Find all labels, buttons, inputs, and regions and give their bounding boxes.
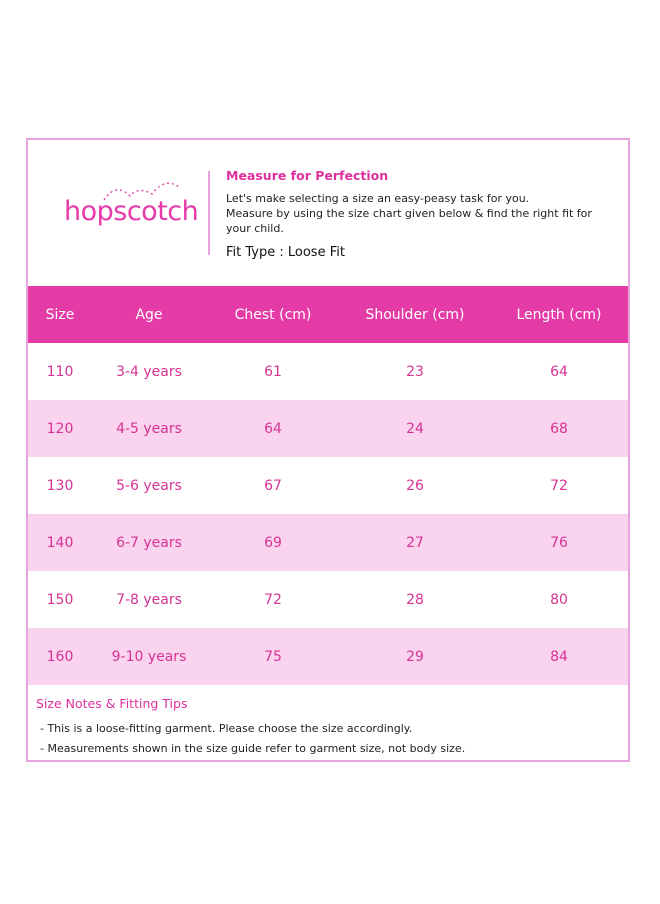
cell-length: 84 [490, 628, 628, 685]
intro-block [226, 168, 618, 260]
cell-chest: 67 [264, 477, 282, 494]
hopscotch-logo [64, 172, 214, 242]
brand-name: hopscotch [64, 196, 199, 227]
cell-length: 76 [490, 514, 628, 571]
cell-age: 9-10 years [92, 628, 206, 685]
cell-length: 72 [550, 477, 568, 494]
size-table [28, 286, 628, 685]
cell-age: 5-6 years [116, 477, 182, 494]
note-item: - Measurements shown in the size guide refer to garment size, not body size. [40, 742, 466, 755]
cell-age: 4-5 years [92, 400, 206, 457]
intro-title: Measure for Perfection [226, 168, 389, 183]
cell-size: 130 [46, 477, 74, 494]
table-row [28, 514, 628, 571]
cell-age: 3-4 years [116, 363, 182, 380]
note-item: - This is a loose-fitting garment. Please choose the size accordingly. [40, 722, 413, 735]
cell-age: 6-7 years [92, 514, 206, 571]
header-divider [208, 171, 210, 255]
column-header-shoulder: Shoulder (cm) [340, 286, 490, 343]
table-row [28, 571, 628, 628]
table-header-row [28, 286, 628, 343]
cell-shoulder: 28 [406, 591, 424, 608]
fit-type: Fit Type : Loose Fit [226, 245, 345, 260]
intro-line-2: Measure by using the size chart given below & find the right fit for your child. [226, 207, 592, 235]
cell-chest: 72 [264, 591, 282, 608]
notes-title: Size Notes & Fitting Tips [36, 696, 188, 711]
cell-shoulder: 26 [406, 477, 424, 494]
cell-shoulder: 23 [406, 363, 424, 380]
table-row [28, 457, 628, 514]
cell-size: 160 [28, 628, 92, 685]
cell-shoulder: 27 [340, 514, 490, 571]
cell-size: 120 [28, 400, 92, 457]
table-row [28, 343, 628, 400]
column-header-size: Size [28, 286, 92, 343]
cell-size: 150 [46, 591, 74, 608]
cell-length: 64 [550, 363, 568, 380]
cell-chest: 69 [206, 514, 340, 571]
cell-chest: 61 [264, 363, 282, 380]
cell-size: 110 [46, 363, 74, 380]
cell-chest: 64 [206, 400, 340, 457]
size-chart-card [26, 138, 630, 762]
column-header-age: Age [92, 286, 206, 343]
cell-size: 140 [28, 514, 92, 571]
intro-line-1: Let's make selecting a size an easy-peasy task for you. [226, 192, 530, 205]
size-chart-header [28, 140, 628, 286]
cell-chest: 75 [206, 628, 340, 685]
cell-shoulder: 24 [340, 400, 490, 457]
cell-shoulder: 29 [340, 628, 490, 685]
cell-length: 80 [550, 591, 568, 608]
table-row [28, 400, 628, 457]
cell-age: 7-8 years [116, 591, 182, 608]
size-notes [36, 696, 616, 759]
cell-length: 68 [490, 400, 628, 457]
table-row [28, 628, 628, 685]
column-header-length: Length (cm) [490, 286, 628, 343]
column-header-chest: Chest (cm) [206, 286, 340, 343]
